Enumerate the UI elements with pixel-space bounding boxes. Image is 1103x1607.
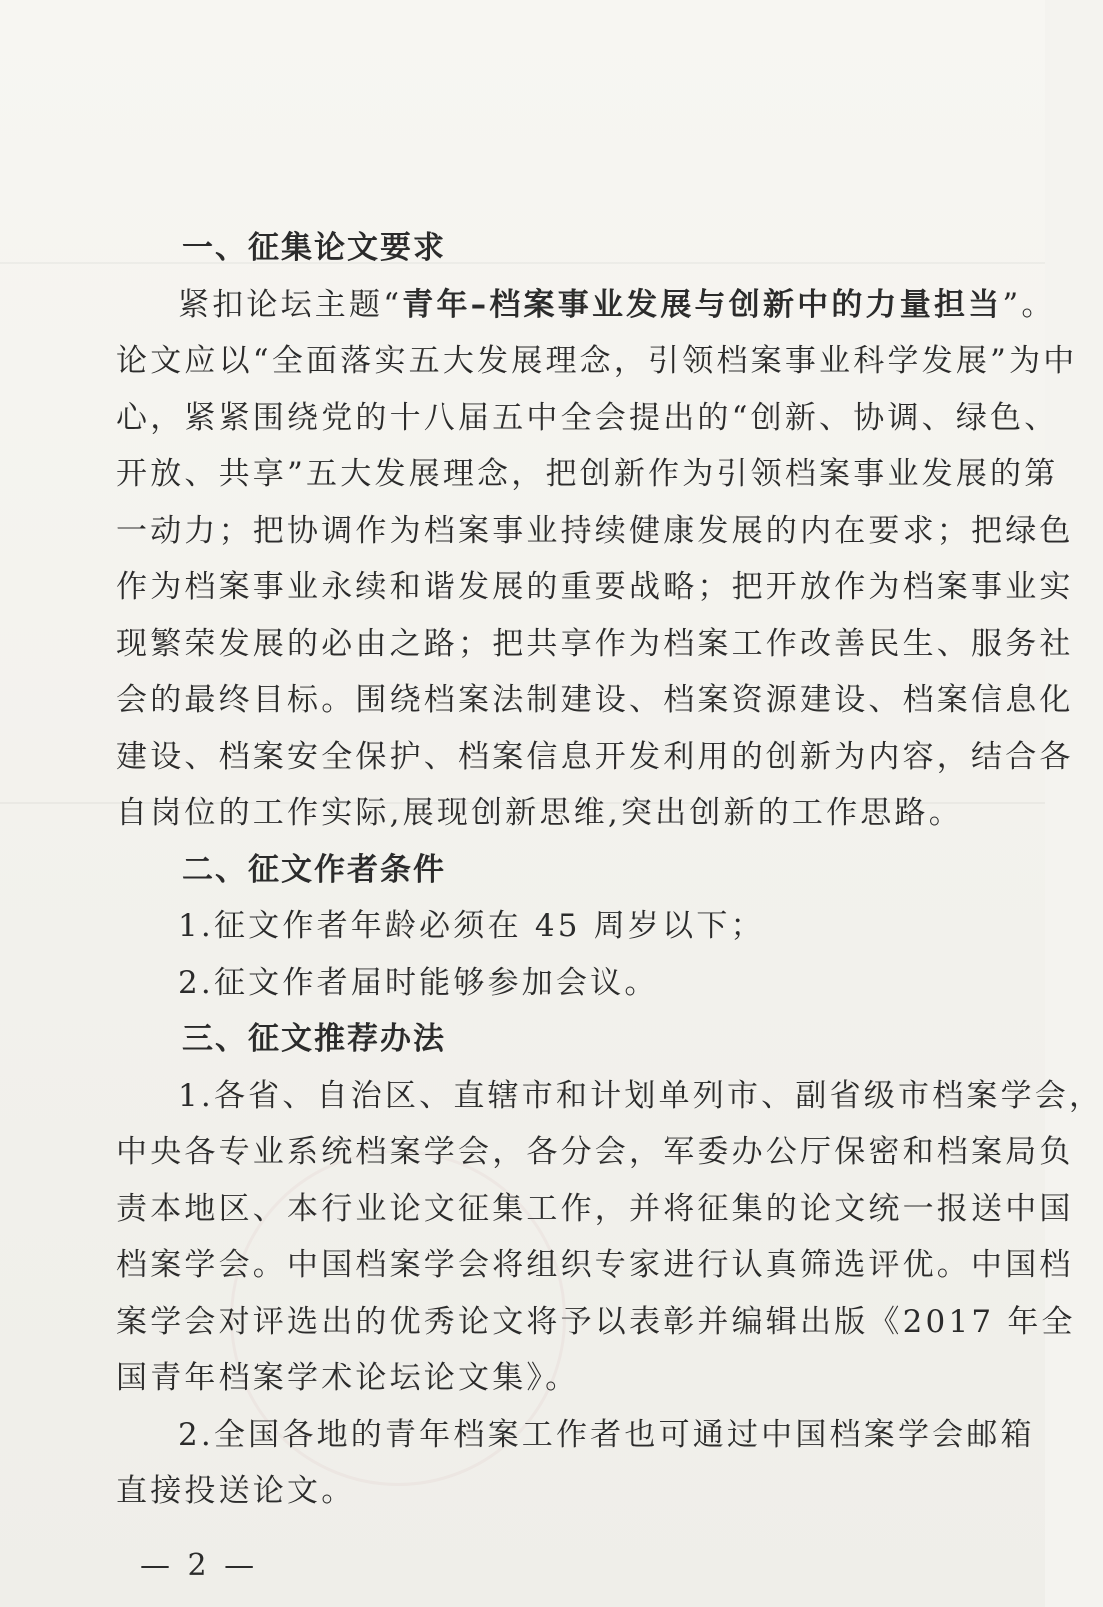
section-heading: 三、征文推荐办法 bbox=[182, 1021, 446, 1057]
paragraph-line: 开放、共享”五大发展理念，把创新作为引领档案事业发展的第 bbox=[116, 456, 1059, 492]
paragraph-line: 中央各专业系统档案学会，各分会，军委办公厅保密和档案局负 bbox=[116, 1134, 1074, 1170]
paragraph-line: 心，紧紧围绕党的十八届五中全会提出的“创新、协调、绿色、 bbox=[116, 399, 1059, 436]
paragraph-line: 会的最终目标。围绕档案法制建设、档案资源建设、档案信息化 bbox=[116, 682, 1074, 718]
forum-theme: 青年–档案事业发展与创新中的力量担当 bbox=[402, 286, 1003, 323]
paragraph-line: 论文应以“全面落实五大发展理念，引领档案事业科学发展”为中 bbox=[116, 343, 1078, 379]
paragraph-line: 现繁荣发展的必由之路；把共享作为档案工作改善民生、服务社 bbox=[116, 625, 1074, 662]
paragraph-line: 国青年档案学术论坛论文集》。 bbox=[116, 1360, 580, 1396]
paragraph-line: 自岗位的工作实际,展现创新思维,突出创新的工作思路。 bbox=[116, 795, 963, 831]
paragraph-line: 1.各省、自治区、直辖市和计划单列市、副省级市档案学会， bbox=[178, 1077, 1103, 1114]
paragraph-line: 作为档案事业永续和谐发展的重要战略；把开放作为档案事业实 bbox=[116, 569, 1074, 605]
line-text: 紧扣论坛主题“ bbox=[178, 286, 403, 323]
paragraph-line: 直接投送论文。 bbox=[116, 1473, 356, 1509]
paragraph-line: 档案学会。中国档案学会将组织专家进行认真筛选评优。中国档 bbox=[116, 1247, 1074, 1283]
list-item: 1.征文作者年龄必须在 45 周岁以下； bbox=[178, 908, 765, 944]
page-number: — 2 — bbox=[140, 1548, 259, 1583]
line-text: ”。 bbox=[1002, 286, 1056, 323]
section-heading: 二、征文作者条件 bbox=[182, 851, 446, 888]
section-heading: 一、征集论文要求 bbox=[182, 230, 446, 266]
paragraph-line: 建设、档案安全保护、档案信息开发利用的创新为内容，结合各 bbox=[116, 738, 1074, 775]
paragraph-line bbox=[116, 277, 1056, 334]
list-item: 2.征文作者届时能够参加会议。 bbox=[178, 964, 659, 1001]
paragraph-line: 案学会对评选出的优秀论文将予以表彰并编辑出版《2017 年全 bbox=[116, 1303, 1076, 1340]
paragraph-line: 一动力；把协调作为档案事业持续健康发展的内在要求；把绿色 bbox=[116, 512, 1074, 549]
body-text bbox=[116, 220, 1103, 1520]
paragraph-line: 责本地区、本行业论文征集工作，并将征集的论文统一报送中国 bbox=[116, 1190, 1074, 1227]
paragraph-line: 2.全国各地的青年档案工作者也可通过中国档案学会邮箱 bbox=[178, 1416, 1035, 1453]
